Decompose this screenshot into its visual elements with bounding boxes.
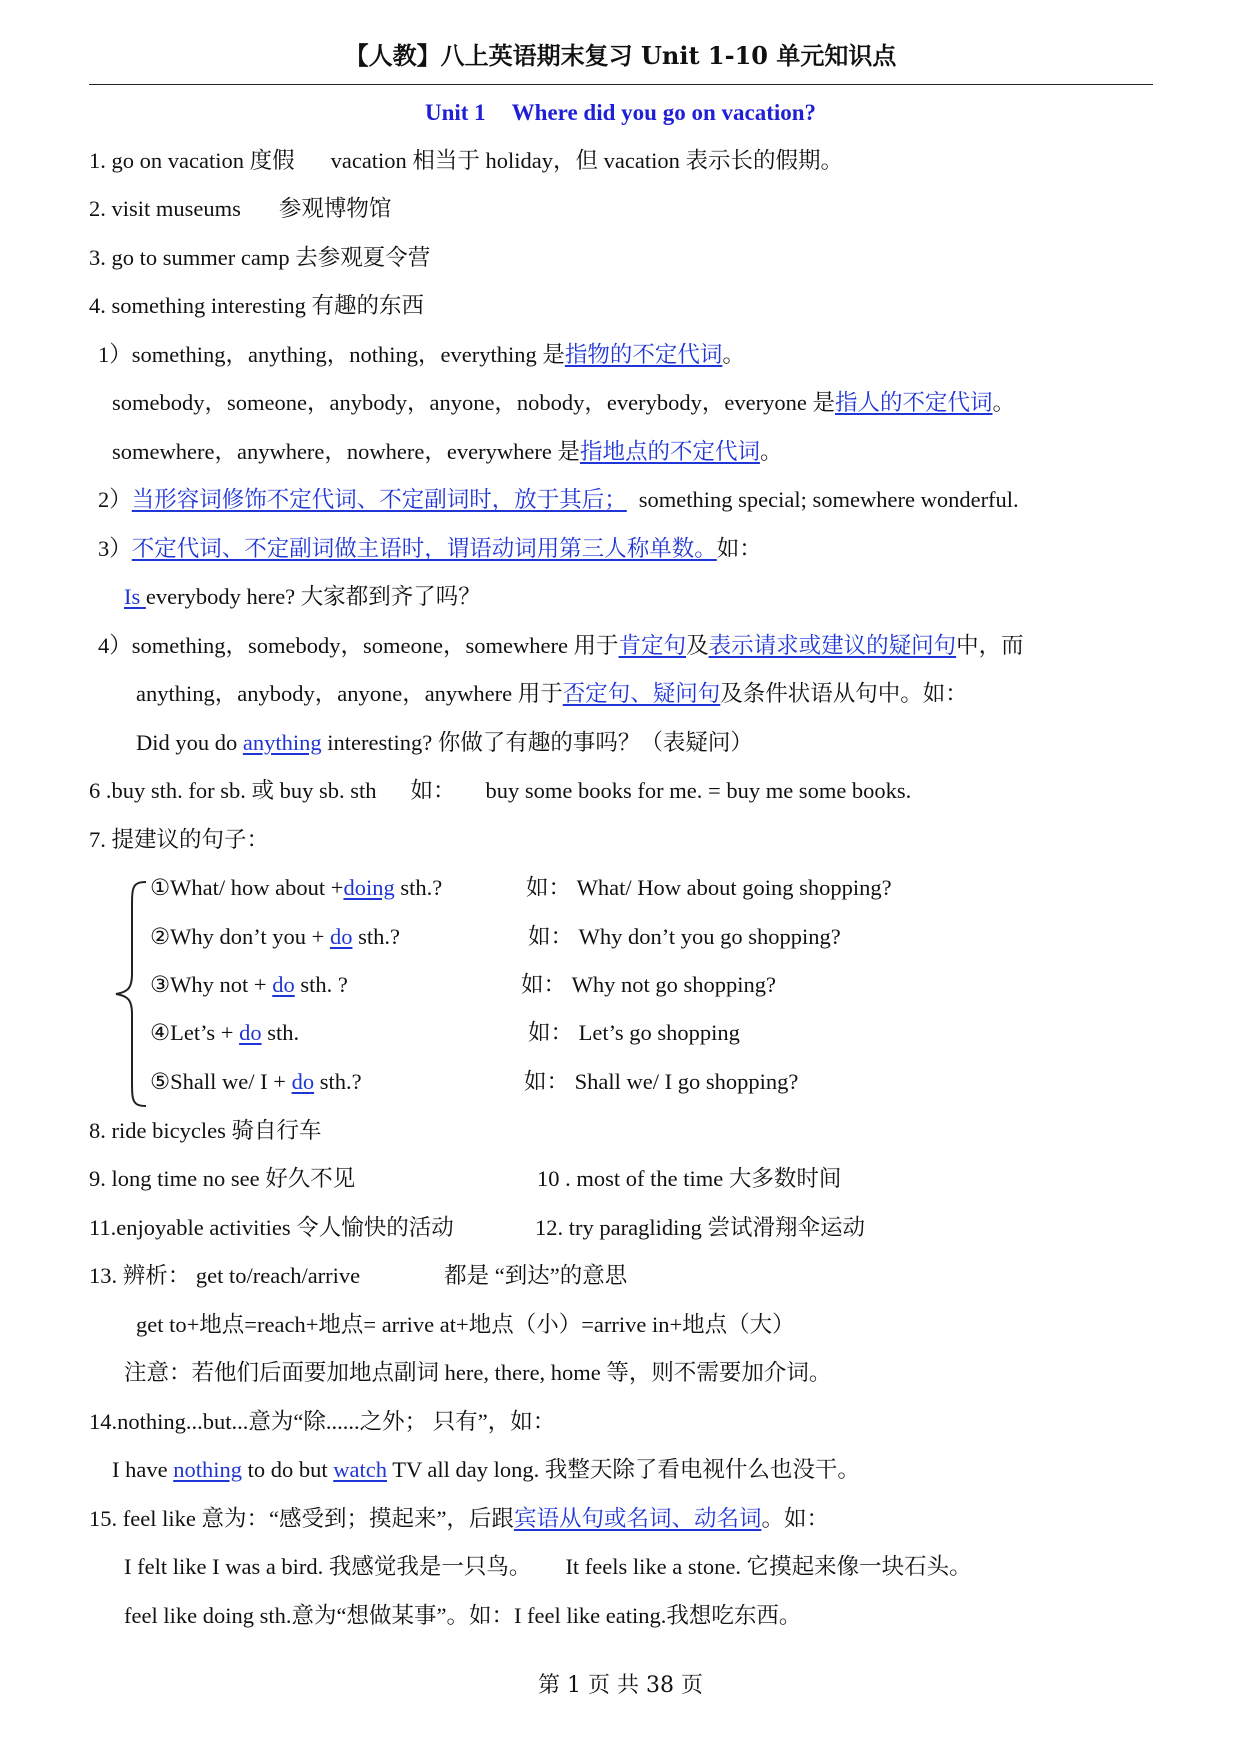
item-13: [89, 1261, 627, 1291]
sub-1: [98, 340, 745, 370]
sub-1-places-text: somewhere，anywhere，nowhere，everywhere 是: [112, 439, 580, 464]
sub-4-link-request[interactable]: 表示请求或建议的疑问句: [708, 633, 957, 658]
sub-4: [98, 631, 1024, 661]
sub-4-link-affirmative[interactable]: 肯定句: [618, 633, 687, 658]
item-15: [89, 1504, 829, 1534]
sub-2-num: 2）: [98, 487, 132, 512]
item-6-term: 6 .buy sth. for sb. 或 buy sb. sth: [89, 778, 377, 803]
suggestion-2-pattern: ②Why don’t you +: [150, 924, 330, 949]
item-1-note: vacation 相当于 holiday，但 vacation 表示长的假期。: [330, 148, 844, 173]
item-14-example-mid: to do but: [241, 1457, 334, 1482]
item-8: 8. ride bicycles 骑自行车: [89, 1118, 322, 1143]
item-15-link[interactable]: 宾语从句或名词、动名词: [513, 1506, 762, 1531]
suggestion-1-pattern: ①What/ how about +: [150, 875, 344, 900]
sub-3-example-text: everybody here? 大家都到齐了吗？: [145, 584, 481, 609]
sub-1-places-link[interactable]: 指地点的不定代词: [579, 439, 760, 464]
item-2-meaning: 参观博物馆: [278, 196, 392, 221]
unit-title: [0, 100, 1241, 126]
item-11: 11.enjoyable activities 令人愉快的活动: [89, 1215, 454, 1240]
suggestion-5-example: 如： Shall we/ I go shopping?: [524, 1069, 799, 1094]
suggestion-1-example: 如： What/ How about going shopping?: [526, 875, 892, 900]
item-14: 14.nothing...but...意为“除......之外； 只有”，如：: [89, 1409, 556, 1434]
item-14-example-start: I have: [112, 1457, 174, 1482]
item-2-term: 2. visit museums: [89, 196, 241, 221]
sub-1-people-link[interactable]: 指人的不定代词: [834, 390, 993, 415]
item-15-example: [124, 1552, 972, 1582]
item-6: [89, 776, 911, 806]
item-14-example-end: TV all day long. 我整天除了看电视什么也没干。: [386, 1457, 860, 1482]
sub-4-and: 及: [686, 633, 709, 658]
suggestion-4-example: 如： Let’s go shopping: [528, 1020, 740, 1045]
sub-3-example-link[interactable]: Is: [124, 584, 146, 609]
brace-icon: [110, 878, 150, 1110]
item-12: 12. try paragliding 尝试滑翔伞运动: [535, 1215, 865, 1240]
sub-4-example: [136, 728, 753, 758]
sub-1-tail: 。: [722, 342, 745, 367]
sub-4-any: [136, 679, 968, 709]
suggestion-4-link[interactable]: do: [239, 1020, 262, 1045]
suggestion-5-link[interactable]: do: [291, 1069, 315, 1094]
suggestion-1-tail: sth.?: [394, 875, 443, 900]
sub-1-text: 1）something，anything，nothing，everything 是: [98, 342, 565, 367]
sub-4-example-text: Did you do: [136, 730, 243, 755]
sub-4-any-link[interactable]: 否定句、疑问句: [562, 681, 721, 706]
suggestion-4-tail: sth.: [261, 1020, 300, 1045]
item-13-note: 注意：若他们后面要加地点副词 here, there, home 等，则不需要加介词。: [124, 1360, 832, 1385]
sub-2: [98, 485, 1019, 515]
unit-heading: Where did you go on vacation?: [511, 100, 817, 125]
sub-4-tail: 中，而: [956, 633, 1024, 658]
item-9: 9. long time no see 好久不见: [89, 1166, 356, 1191]
suggestion-2-link[interactable]: do: [329, 924, 353, 949]
item-13-meaning: 都是 “到达”的意思: [444, 1263, 628, 1288]
sub-3-link[interactable]: 不定代词、不定副词做主语时，谓语动词用第三人称单数。: [131, 536, 717, 561]
sub-2-link[interactable]: 当形容词修饰不定代词、不定副词时，放于其后；: [131, 487, 627, 512]
item-15-doing: feel like doing sth.意为“想做某事”。如：I feel like eating.我想吃东西。: [124, 1603, 802, 1628]
sub-1-places-tail: 。: [759, 439, 783, 464]
suggestion-5-pattern: ⑤Shall we/ I +: [150, 1069, 292, 1094]
suggestion-3: [150, 970, 348, 1000]
suggestion-3-tail: sth. ?: [294, 972, 348, 997]
sub-1-people: [112, 388, 1015, 418]
page-footer: 第 1 页 共 38 页: [538, 1673, 703, 1698]
unit-label: Unit 1: [424, 100, 486, 125]
item-10: 10 . most of the time 大多数时间: [537, 1166, 842, 1191]
item-1-term: 1. go on vacation 度假: [89, 148, 295, 173]
sub-4-any-text: anything，anybody，anyone，anywhere 用于: [136, 681, 563, 706]
item-7: 7. 提建议的句子：: [89, 827, 270, 852]
sub-1-link[interactable]: 指物的不定代词: [564, 342, 723, 367]
suggestion-3-pattern: ③Why not +: [150, 972, 273, 997]
item-2: [89, 194, 391, 224]
suggestion-1-link[interactable]: doing: [343, 875, 395, 900]
suggestion-2: [150, 922, 400, 952]
sub-4-any-tail: 及条件状语从句中。如：: [720, 681, 968, 706]
sub-1-places: [112, 437, 782, 467]
item-15-tail: 。如：: [761, 1506, 829, 1531]
sub-4-example-tail: interesting? 你做了有趣的事吗？（表疑问）: [321, 730, 753, 755]
suggestion-4: [150, 1018, 299, 1048]
item-15-text: 15. feel like 意为：“感受到；摸起来”，后跟: [89, 1506, 514, 1531]
item-6-label: 如：: [410, 778, 456, 803]
item-6-example: buy some books for me. = buy me some books.: [485, 778, 912, 803]
suggestion-1: [150, 873, 442, 903]
sub-3-example: [124, 582, 481, 612]
sub-1-people-text: somebody，someone，anybody，anyone，nobody，everybody，everyone 是: [112, 390, 835, 415]
sub-3-num: 3）: [98, 536, 132, 561]
suggestion-3-link[interactable]: do: [272, 972, 295, 997]
item-14-example: [112, 1455, 860, 1485]
page-header-title: 【人教】八上英语期末复习 Unit 1-10 单元知识点: [344, 41, 897, 70]
sub-2-example: something special; somewhere wonderful.: [638, 487, 1019, 512]
item-1: [89, 146, 843, 176]
suggestion-4-pattern: ④Let’s +: [150, 1020, 240, 1045]
sub-3: [98, 534, 762, 564]
suggestion-2-tail: sth.?: [352, 924, 400, 949]
sub-4-example-link[interactable]: anything: [242, 730, 322, 755]
suggestion-3-example: 如： Why not go shopping?: [521, 972, 776, 997]
suggestion-2-example: 如： Why don’t you go shopping?: [528, 924, 841, 949]
item-15-example-2: It feels like a stone. 它摸起来像一块石头。: [565, 1554, 972, 1579]
sub-3-tail: 如：: [716, 536, 762, 561]
item-14-link-watch[interactable]: watch: [333, 1457, 387, 1482]
item-15-example-1: I felt like I was a bird. 我感觉我是一只鸟。: [124, 1554, 532, 1579]
sub-4-text: 4）something，somebody，someone，somewhere 用于: [98, 633, 619, 658]
item-14-link-nothing[interactable]: nothing: [173, 1457, 242, 1482]
item-3: 3. go to summer camp 去参观夏令营: [89, 245, 431, 270]
header-divider: [89, 84, 1153, 85]
item-13-term: 13. 辨析： get to/reach/arrive: [89, 1263, 361, 1288]
item-13-formula: get to+地点=reach+地点= arrive at+地点（小）=arrive in+地点（大）: [136, 1312, 795, 1337]
sub-1-people-tail: 。: [992, 390, 1016, 415]
item-4: 4. something interesting 有趣的东西: [89, 293, 424, 318]
suggestion-5-tail: sth.?: [314, 1069, 362, 1094]
suggestion-5: [150, 1067, 362, 1097]
